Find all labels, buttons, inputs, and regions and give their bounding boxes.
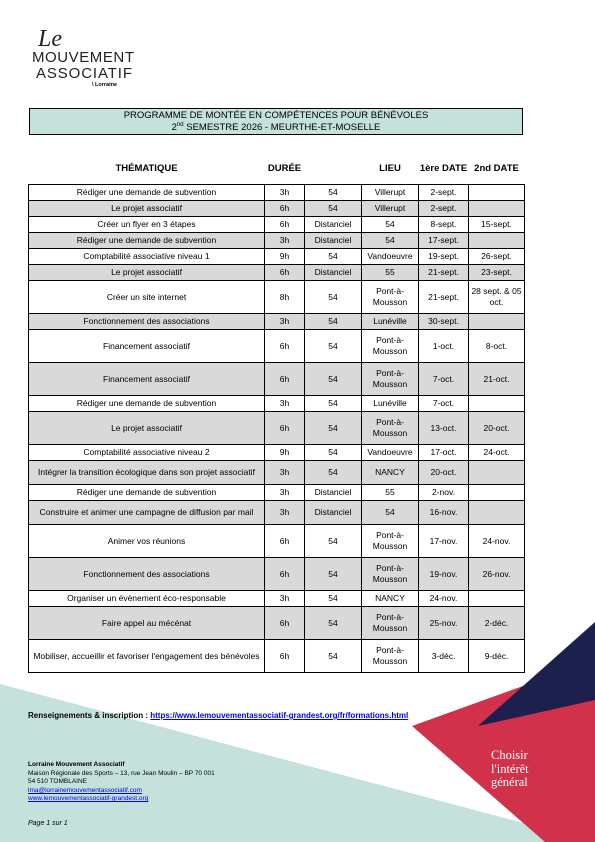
cell-date1: 25-nov. (419, 607, 469, 640)
cell-date2: 24-nov. (469, 525, 525, 558)
program-title (29, 108, 523, 135)
cell-dept: 54 (305, 330, 362, 363)
cell-lieu: 54 (362, 217, 419, 233)
cell-lieu: Pont-à-Mousson (362, 330, 419, 363)
cell-date2: 8-oct. (469, 330, 525, 363)
page-number: Page 1 sur 1 (28, 820, 68, 827)
program-table (28, 154, 525, 673)
cell-thematique: Créer un site internet (29, 281, 265, 314)
cell-date1: 21-sept. (419, 265, 469, 281)
cell-date2 (469, 185, 525, 201)
registration-link[interactable]: https://www.lemouvementassociatif-grandest.org/fr/formations.html (150, 711, 409, 720)
footer-city: 54 510 TOMBLAINE (28, 778, 88, 785)
cell-thematique: Le projet associatif (29, 201, 265, 217)
cell-thematique: Rédiger une demande de subvention (29, 485, 265, 501)
cell-duree: 6h (265, 525, 305, 558)
col-header-date1: 1ère DATE (419, 163, 468, 174)
cell-thematique: Intégrer la transition écologique dans son projet associatif (29, 461, 265, 485)
col-header-duree: DURÉE (267, 163, 302, 174)
table-header-row (29, 154, 525, 185)
cell-lieu: Villerupt (362, 201, 419, 217)
cell-dept: Distanciel (305, 501, 362, 525)
table-row (29, 412, 525, 445)
cell-duree: 6h (265, 607, 305, 640)
table-row (29, 249, 525, 265)
table-row (29, 281, 525, 314)
logo-line-2: MOUVEMENT (32, 49, 134, 66)
table-row (29, 558, 525, 591)
table-row (29, 217, 525, 233)
table-row (29, 265, 525, 281)
cell-date2: 2-déc. (469, 607, 525, 640)
cell-dept: Distanciel (305, 233, 362, 249)
table-row (29, 607, 525, 640)
table-row (29, 591, 525, 607)
cell-duree: 3h (265, 396, 305, 412)
cell-date1: 24-nov. (419, 591, 469, 607)
cell-dept: 54 (305, 558, 362, 591)
cell-dept: 54 (305, 363, 362, 396)
cell-date1: 19-sept. (419, 249, 469, 265)
cell-dept: 54 (305, 591, 362, 607)
table-row (29, 314, 525, 330)
cell-date1: 2-sept. (419, 185, 469, 201)
cell-duree: 9h (265, 249, 305, 265)
cell-date1: 2-sept. (419, 201, 469, 217)
table-row (29, 501, 525, 525)
cell-lieu: 55 (362, 485, 419, 501)
cell-date1: 16-nov. (419, 501, 469, 525)
cell-thematique: Animer vos réunions (29, 525, 265, 558)
cell-date2: 21-oct. (469, 363, 525, 396)
logo (30, 22, 140, 94)
cell-dept: 54 (305, 314, 362, 330)
table-row (29, 640, 525, 673)
cell-date2 (469, 396, 525, 412)
cell-lieu: 54 (362, 233, 419, 249)
cell-dept: 54 (305, 185, 362, 201)
cell-date1: 19-nov. (419, 558, 469, 591)
slogan (491, 749, 529, 790)
table-row (29, 201, 525, 217)
title-line-1: PROGRAMME DE MONTÉE EN COMPÉTENCES POUR BÉNÉVOLES (123, 110, 429, 121)
cell-thematique: Financement associatif (29, 330, 265, 363)
cell-duree: 6h (265, 412, 305, 445)
cell-lieu: NANCY (362, 591, 419, 607)
cell-thematique: Fonctionnement des associations (29, 558, 265, 591)
cell-lieu: Vandoeuvre (362, 445, 419, 461)
slogan-line-2: l'intérêt (491, 761, 529, 776)
cell-date1: 20-oct. (419, 461, 469, 485)
logo-line-1: Le (38, 26, 62, 52)
table-row (29, 461, 525, 485)
cell-duree: 3h (265, 485, 305, 501)
cell-date2: 20-oct. (469, 412, 525, 445)
cell-thematique: Créer un flyer en 3 étapes (29, 217, 265, 233)
cell-dept: 54 (305, 640, 362, 673)
footer (28, 761, 215, 804)
cell-date1: 7-oct. (419, 363, 469, 396)
cell-date2: 9-déc. (469, 640, 525, 673)
table-row (29, 485, 525, 501)
logo-line-3: ASSOCIATIF (36, 65, 132, 82)
cell-lieu: Pont-à-Mousson (362, 363, 419, 396)
table-row (29, 525, 525, 558)
cell-date1: 1-oct. (419, 330, 469, 363)
footer-org: Lorraine Mouvement Associatif (28, 761, 125, 768)
cell-date1: 30-sept. (419, 314, 469, 330)
cell-date2 (469, 314, 525, 330)
cell-duree: 6h (265, 265, 305, 281)
cell-duree: 9h (265, 445, 305, 461)
cell-duree: 6h (265, 201, 305, 217)
registration-info (28, 711, 408, 720)
cell-dept: 54 (305, 461, 362, 485)
cell-date2: 26-nov. (469, 558, 525, 591)
logo-region: \ Lorraine (92, 82, 118, 88)
cell-dept: 54 (305, 412, 362, 445)
cell-dept: Distanciel (305, 217, 362, 233)
cell-date1: 17-oct. (419, 445, 469, 461)
cell-thematique: Rédiger une demande de subvention (29, 396, 265, 412)
cell-lieu: Pont-à-Mousson (362, 281, 419, 314)
cell-thematique: Le projet associatif (29, 412, 265, 445)
slogan-line-3: général (491, 775, 528, 789)
cell-date2 (469, 591, 525, 607)
table-row (29, 363, 525, 396)
cell-date1: 17-sept. (419, 233, 469, 249)
cell-date1: 21-sept. (419, 281, 469, 314)
cell-date2 (469, 461, 525, 485)
cell-lieu: Pont-à-Mousson (362, 525, 419, 558)
cell-date1: 13-oct. (419, 412, 469, 445)
cell-dept: 54 (305, 607, 362, 640)
cell-duree: 6h (265, 330, 305, 363)
cell-lieu: NANCY (362, 461, 419, 485)
col-header-dept (305, 154, 362, 185)
cell-duree: 3h (265, 501, 305, 525)
cell-date1: 3-déc. (419, 640, 469, 673)
footer-email[interactable]: lma@lorrainemouvementassociatif.com (28, 786, 142, 794)
slogan-line-1: Choisir (491, 748, 528, 762)
cell-duree: 3h (265, 233, 305, 249)
cell-date2: 23-sept. (469, 265, 525, 281)
table-row (29, 396, 525, 412)
cell-lieu: Vandoeuvre (362, 249, 419, 265)
col-header-lieu: LIEU (379, 163, 401, 174)
footer-address: Maison Régionale des Sports – 13, rue Jean Moulin – BP 70 001 (28, 769, 215, 777)
cell-duree: 3h (265, 185, 305, 201)
cell-dept: 54 (305, 525, 362, 558)
cell-date1: 7-oct. (419, 396, 469, 412)
cell-lieu: Pont-à-Mousson (362, 558, 419, 591)
cell-date2 (469, 233, 525, 249)
cell-thematique: Rédiger une demande de subvention (29, 233, 265, 249)
cell-date2: 28 sept. & 05 oct. (469, 281, 525, 314)
cell-thematique: Fonctionnement des associations (29, 314, 265, 330)
cell-thematique: Construire et animer une campagne de diffusion par mail (29, 501, 265, 525)
cell-thematique: Financement associatif (29, 363, 265, 396)
col-header-date2: 2nd DATE (474, 163, 519, 174)
footer-website[interactable]: www.lemouvementassociatif-grandest.org (28, 795, 149, 802)
table-row (29, 445, 525, 461)
cell-dept: 54 (305, 249, 362, 265)
cell-dept: Distanciel (305, 485, 362, 501)
cell-duree: 6h (265, 217, 305, 233)
cell-duree: 8h (265, 281, 305, 314)
cell-thematique: Faire appel au mécénat (29, 607, 265, 640)
col-header-thematique: THÉMATIQUE (115, 163, 178, 174)
cell-duree: 3h (265, 591, 305, 607)
cell-duree: 6h (265, 558, 305, 591)
cell-dept: 54 (305, 281, 362, 314)
cell-date2 (469, 485, 525, 501)
cell-lieu: Pont-à-Mousson (362, 607, 419, 640)
cell-date1: 8-sept. (419, 217, 469, 233)
registration-label: Renseignements & inscription : (28, 711, 151, 720)
cell-date1: 17-nov. (419, 525, 469, 558)
cell-date2: 26-sept. (469, 249, 525, 265)
cell-lieu: Pont-à-Mousson (362, 640, 419, 673)
cell-dept: 54 (305, 445, 362, 461)
cell-date2: 15-sept. (469, 217, 525, 233)
cell-date1: 2-nov. (419, 485, 469, 501)
cell-thematique: Comptabilité associative niveau 1 (29, 249, 265, 265)
cell-lieu: Villerupt (362, 185, 419, 201)
cell-thematique: Organiser un évènement éco-responsable (29, 591, 265, 607)
cell-lieu: Lunéville (362, 314, 419, 330)
cell-thematique: Rédiger une demande de subvention (29, 185, 265, 201)
cell-date2 (469, 201, 525, 217)
cell-duree: 6h (265, 640, 305, 673)
cell-date2: 24-oct. (469, 445, 525, 461)
cell-dept: 54 (305, 201, 362, 217)
title-line-2: 2nd SEMESTRE 2026 - MEURTHE-ET-MOSELLE (171, 121, 381, 133)
cell-thematique: Le projet associatif (29, 265, 265, 281)
cell-date2 (469, 501, 525, 525)
cell-duree: 6h (265, 363, 305, 396)
cell-dept: Distanciel (305, 265, 362, 281)
table-row (29, 330, 525, 363)
cell-thematique: Mobiliser, accueillir et favoriser l'engagement des bénévoles (29, 640, 265, 673)
cell-lieu: 55 (362, 265, 419, 281)
cell-lieu: Pont-à-Mousson (362, 412, 419, 445)
table-row (29, 185, 525, 201)
cell-thematique: Comptabilité associative niveau 2 (29, 445, 265, 461)
cell-dept: 54 (305, 396, 362, 412)
cell-duree: 3h (265, 461, 305, 485)
cell-duree: 3h (265, 314, 305, 330)
cell-lieu: Lunéville (362, 396, 419, 412)
cell-lieu: 54 (362, 501, 419, 525)
table-row (29, 233, 525, 249)
